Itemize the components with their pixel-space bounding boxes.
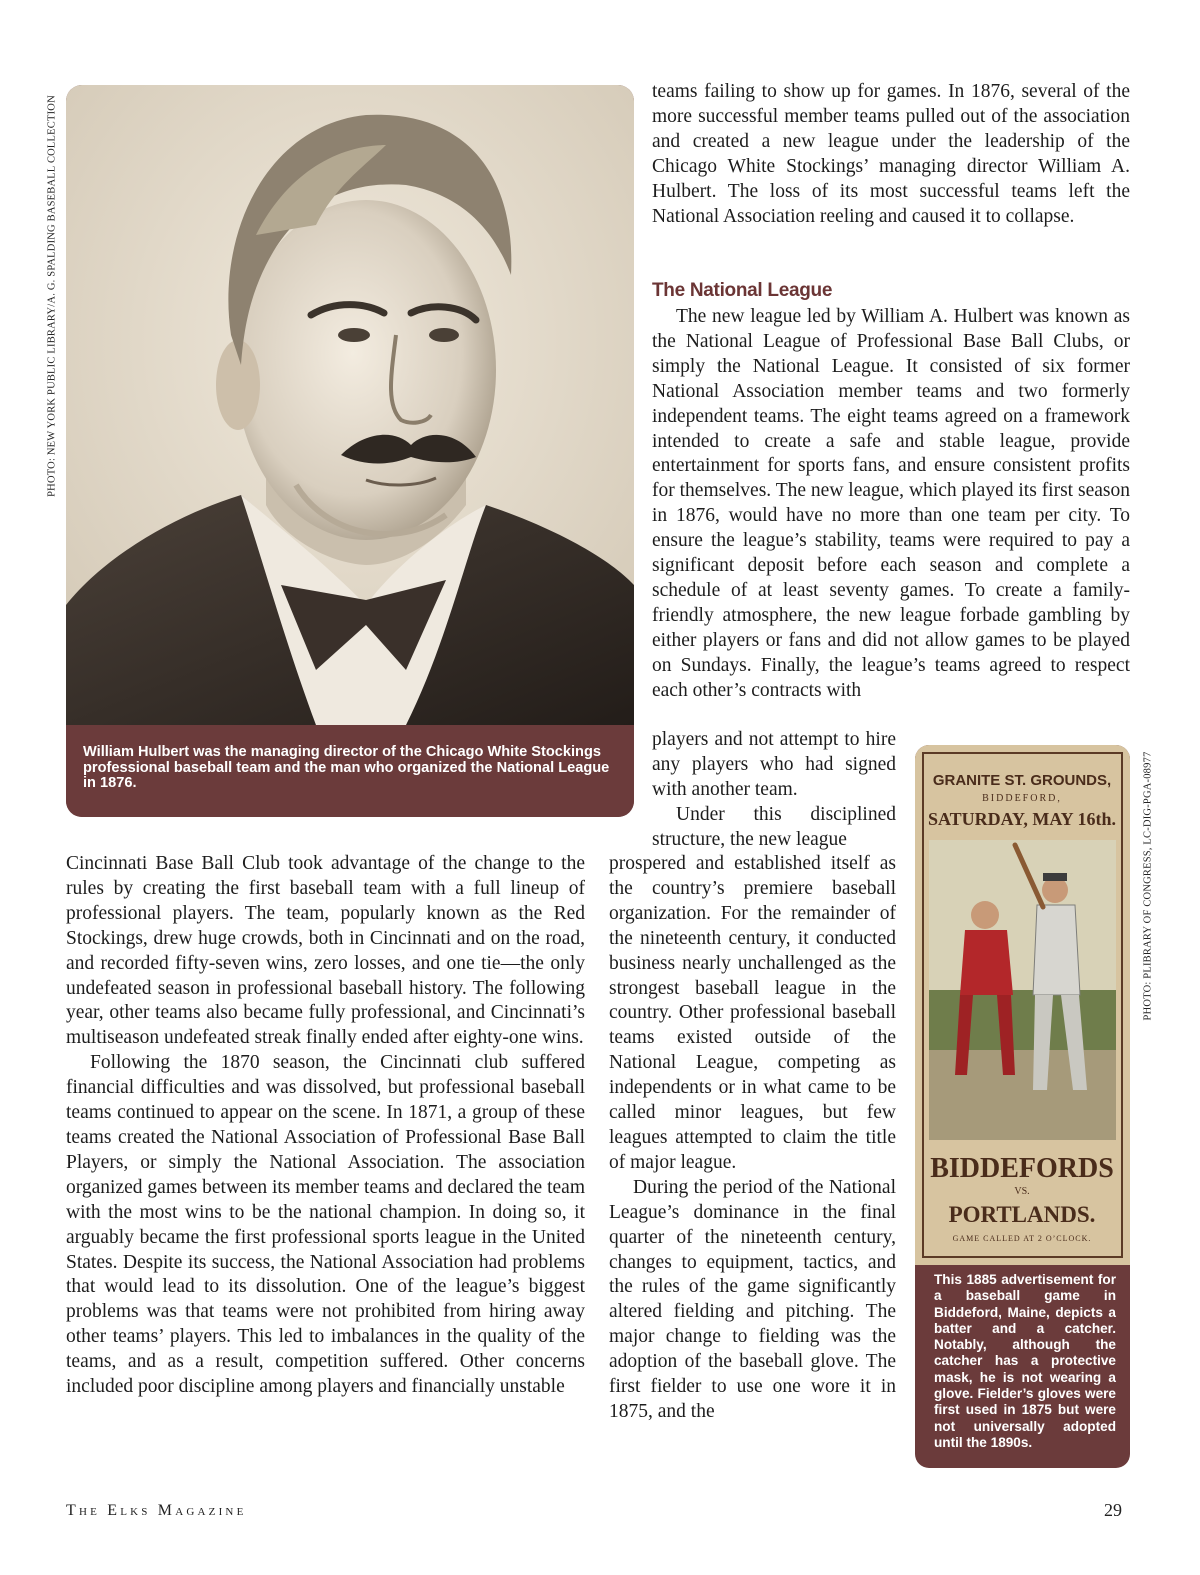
biddeford-poster-image: [915, 745, 1130, 1265]
poster-vs: VS.: [1014, 1186, 1030, 1197]
poster-line1: GRANITE ST. GROUNDS,: [932, 772, 1112, 789]
right-column-top-text: [652, 80, 1130, 229]
paragraph: During the period of the National League’s dominance in the final quarter of the nineteenth century, changes to equipment, tactics, and the rules of the game significantly altered fielding and pitching. The major change to fielding was the adoption of the baseball glove. The first fielder to use one wore it in 1875, and the: [609, 1176, 896, 1422]
paragraph: teams failing to show up for games. In 1876, several of the more successful member teams pulled out of the association and created a new league under the leadership of the Chicago White Stockings’ managing director William A. Hulbert. The loss of its most successful teams left the National Association reeling and caused it to collapse.: [652, 81, 1130, 227]
middle-column-text: [609, 852, 896, 1425]
portrait-figure: [66, 85, 634, 817]
paragraph: Following the 1870 season, the Cincinnati club suffered financial difficulties and was dissolved, but professional baseball teams continued to appear on the scene. In 1871, a group of these teams created the National Association of Professional Base Ball Players, or simply the National Association. The association organized games between its member teams and declared the team with the most wins to be the national champion. In doing so, it arguably became the first professional sports league in the United States. Despite its success, the National Association had problems that would lead to its dissolution. One of the league’s biggest problems was that teams were not prohibited from hiring away other teams’ players. This led to imbalances in the quality of the teams, and as a result, competition suffered. Other concerns included poor discipline among players and financially unstable: [66, 1052, 585, 1398]
poster-team2: PORTLANDS.: [948, 1202, 1096, 1227]
poster-footer: GAME CALLED AT 2 O’CLOCK.: [952, 1234, 1092, 1243]
magazine-name: The Elks Magazine: [66, 1502, 247, 1519]
paragraph: prospered and established itself as the country’s premiere baseball organization. For the remainder of the nineteenth century, it conducted business nearly unchallenged as the strongest baseball league in the country. Other professional baseball teams existed outside of the National League, competing as independents or in what came to be called minor leagues, but few leagues attempted to claim the title of major league.: [609, 853, 896, 1173]
photo-credit-portrait: PHOTO: NEW YORK PUBLIC LIBRARY/A. G. SPALDING BASEBALL COLLECTION: [46, 95, 58, 497]
portrait-caption: William Hulbert was the managing director of the Chicago White Stockings professional baseball team and the man who organized the National League in 1876.: [66, 725, 634, 817]
national-league-text-continued: [652, 728, 896, 853]
national-league-text: [652, 305, 1130, 704]
left-column-text: [66, 852, 585, 1400]
poster-caption: This 1885 advertisement for a baseball game in Biddeford, Maine, depicts a batter and a catcher. Notably, although the catcher has a protective mask, he is not wearing a glove. Fielder’s gloves were first used in 1875 but were not universally adopted until the 1890s.: [934, 1272, 1116, 1450]
poster-team1: BIDDEFORDS: [930, 1153, 1114, 1184]
hulbert-portrait-image: [66, 85, 634, 725]
paragraph: Cincinnati Base Ball Club took advantage of the change to the rules by creating the first baseball team with a full lineup of professional players. The team, popularly known as the Red Stockings, drew huge crowds, both in Cincinnati and on the road, and recorded fifty-seven wins, zero losses, and one tie—the only undefeated season in professional baseball history. The following year, other teams also became fully professional, and Cincinnati’s multiseason undefeated streak finally ended after eighty-one wins.: [66, 853, 585, 1049]
poster-figure: [915, 745, 1130, 1468]
poster-line2: BIDDEFORD,: [982, 793, 1062, 804]
poster-line3: SATURDAY, MAY 16th.: [927, 809, 1117, 829]
paragraph: players and not attempt to hire any players who had signed with another team.: [652, 729, 896, 800]
paragraph: Under this disciplined structure, the new league: [652, 803, 896, 850]
section-heading: The National League: [652, 280, 833, 301]
photo-credit-poster: PHOTO: PLIBRARY OF CONGRESS, LC-DIG-PGA-08977: [1142, 751, 1154, 1021]
page-number: 29: [1104, 1500, 1122, 1520]
paragraph: The new league led by William A. Hulbert was known as the National League of Professional Base Ball Clubs, or simply the National League. It consisted of six former National Association member teams and two formerly independent teams. The eight teams agreed on a framework intended to create a safe and stable league, provide entertainment for sports fans, and ensure consistent profits for themselves. The new league, which played its first season in 1876, would have no more than one team per city. To ensure the league’s stability, teams were required to pay a significant deposit before each season and complete a schedule of at least seventy games. To create a family-friendly atmosphere, the new league forbade gambling by either players or fans and did not allow games to be played on Sundays. Finally, the league’s teams agreed to respect each other’s contracts with: [652, 306, 1130, 701]
